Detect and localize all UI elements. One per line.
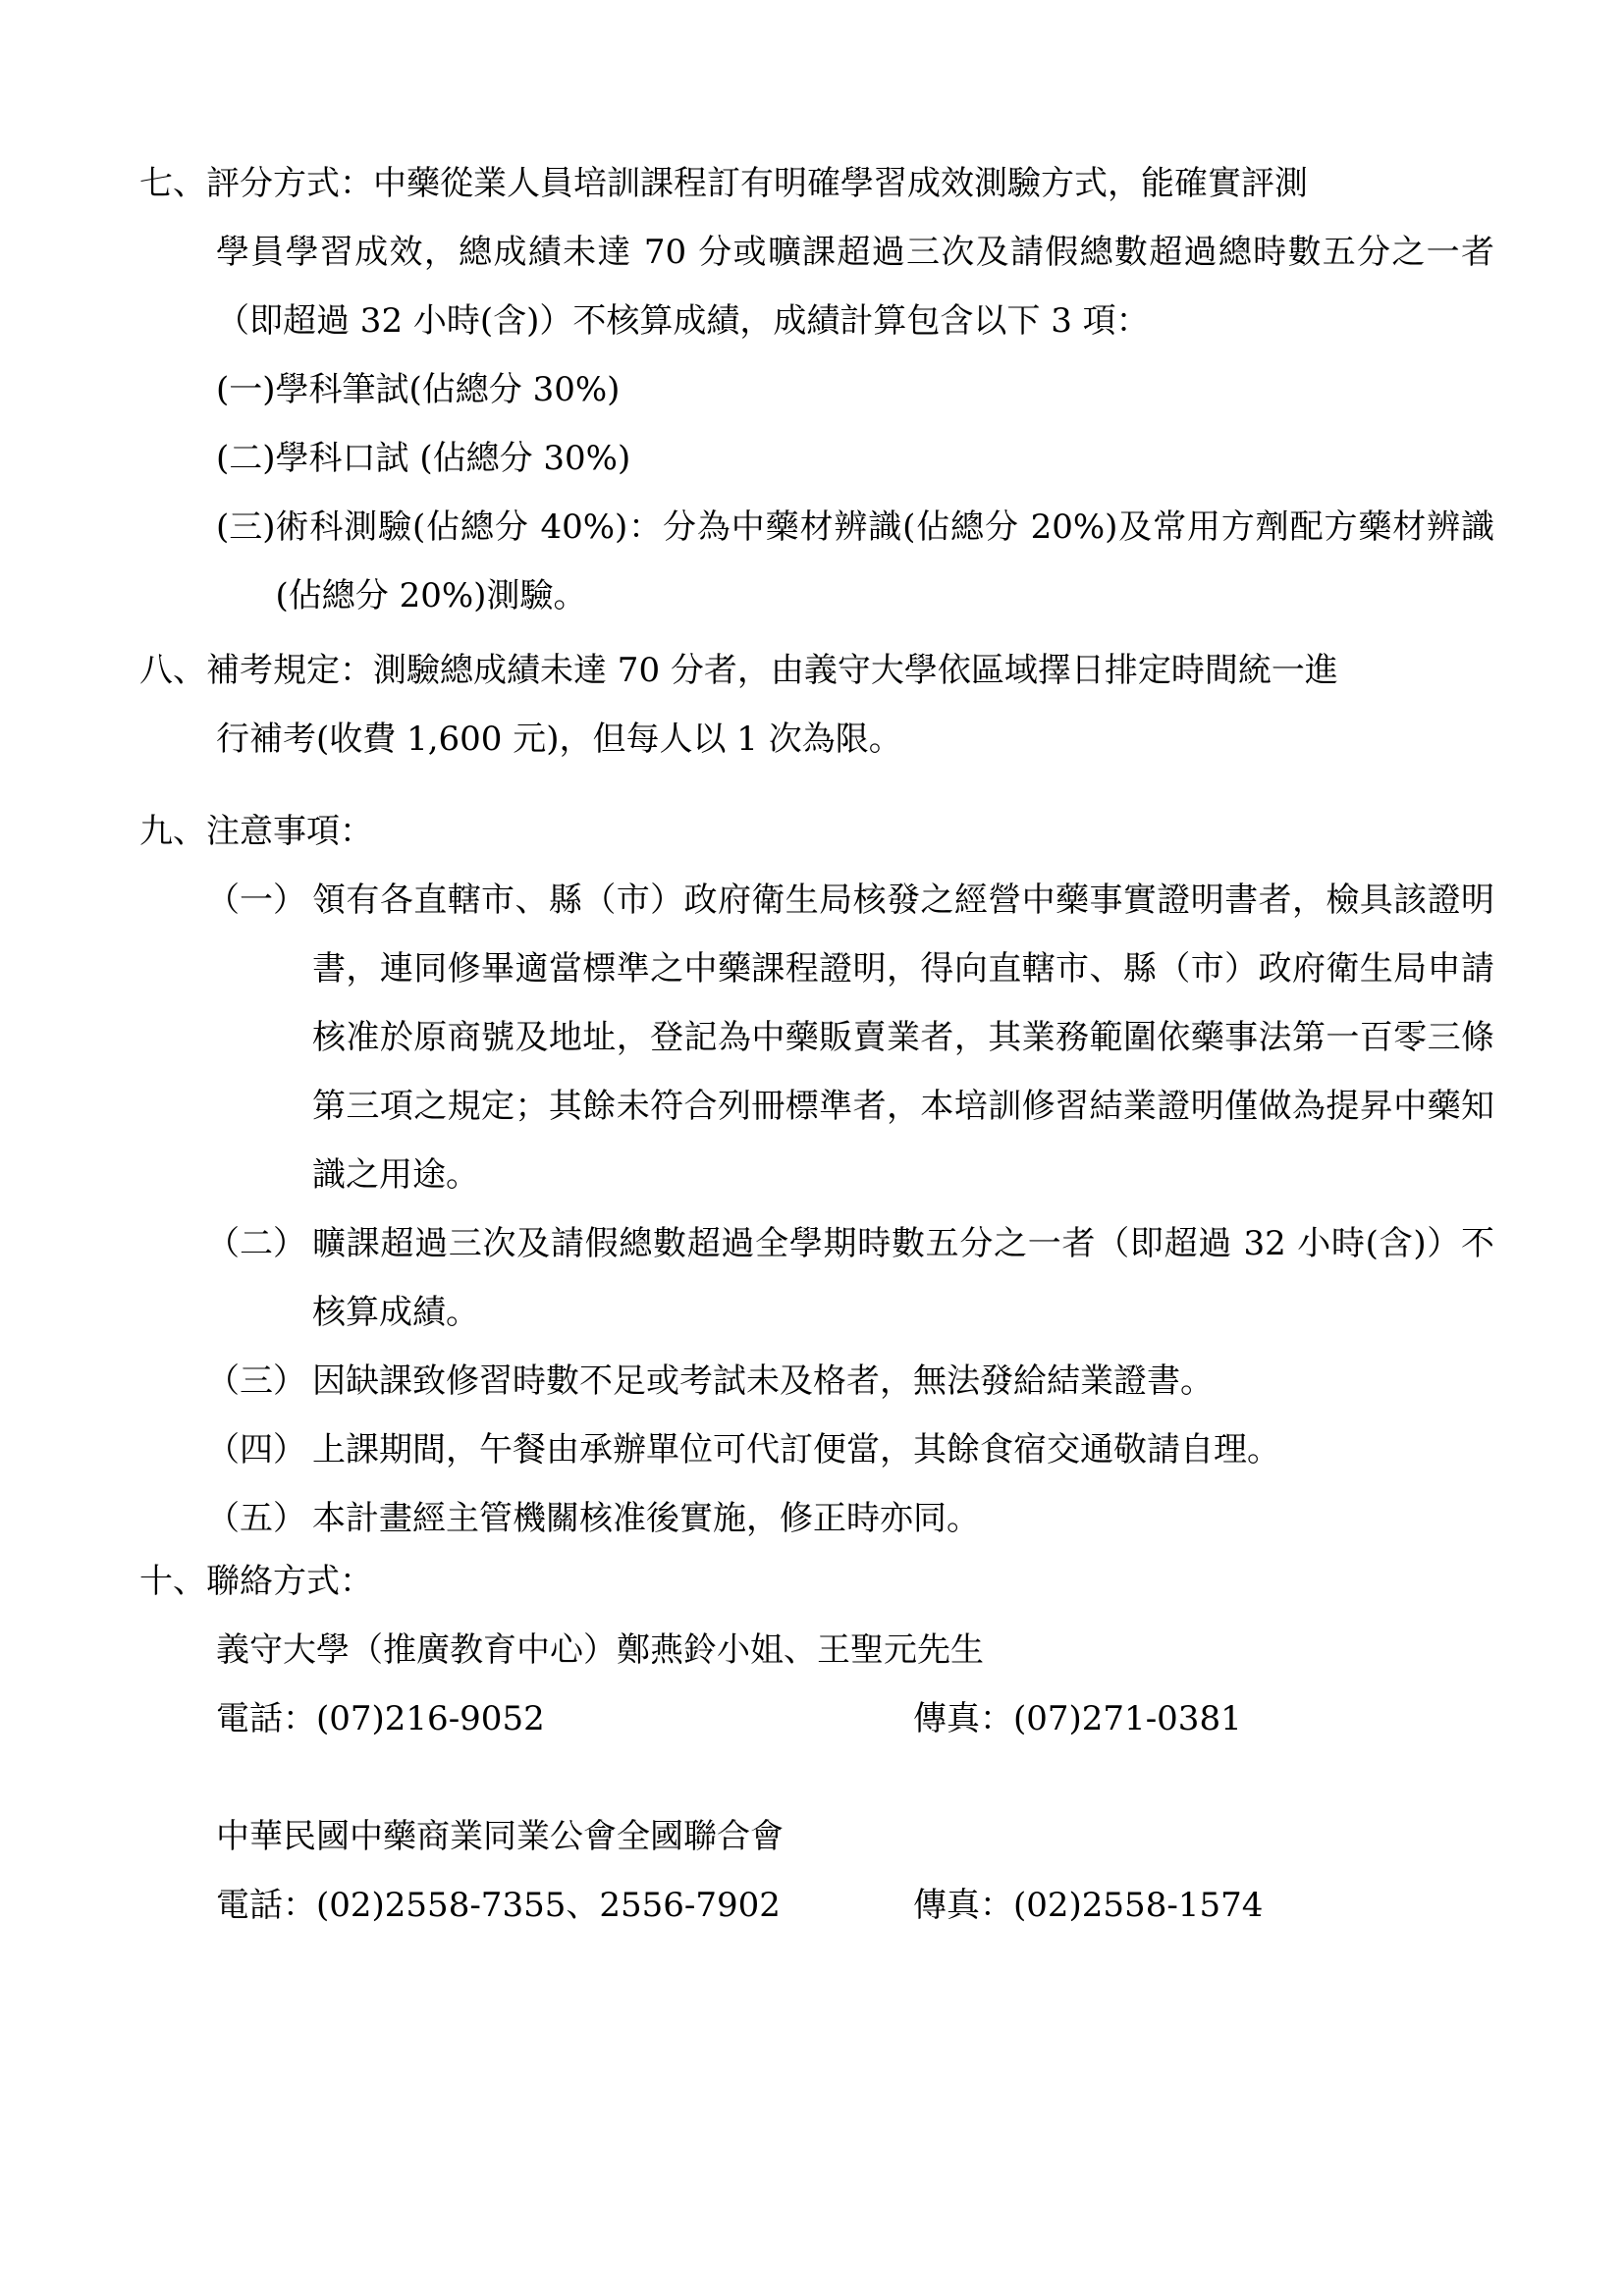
notes-item-1: [139, 866, 1494, 1209]
notes-item-4-label: （四）: [206, 1430, 306, 1469]
grading-line-1: [139, 149, 1494, 218]
makeup-heading: 八、補考規定：: [139, 651, 373, 690]
contact-org1-numbers: [139, 1684, 1494, 1753]
grading-item-3-label: (三): [216, 507, 276, 547]
grading-intro-rest: 學員學習成效，總成績未達 70 分或曠課超過三次及請假總數超過總時數五分之一者（即超過 32 小時(含)）不核算成績，成績計算包含以下 3 項：: [216, 233, 1494, 341]
notes-item-1-label: （一）: [206, 881, 306, 920]
contact-org2-numbers: [139, 1871, 1494, 1940]
notes-heading: 九、注意事項：: [139, 812, 373, 851]
grading-item-1: [139, 355, 1494, 424]
contact-org1-phone: 電話：(07)216-9052: [216, 1699, 545, 1738]
contact-heading: 十、聯絡方式：: [139, 1562, 373, 1601]
contact-org2-name: 中華民國中藥商業同業公會全國聯合會: [216, 1817, 784, 1856]
makeup-intro-start: 測驗總成績未達 70 分者，由義守大學依區域擇日排定時間統一進: [373, 651, 1338, 690]
notes-item-5: [139, 1484, 1494, 1553]
section-notes: [139, 797, 1494, 1553]
contact-org1-name: 義守大學（推廣教育中心）鄭燕鈴小姐、王聖元先生: [216, 1630, 984, 1670]
notes-item-3-text: 因缺課致修習時數不足或考試未及格者，無法發給結業證書。: [312, 1362, 1214, 1401]
grading-item-2: [139, 424, 1494, 493]
makeup-intro-rest: 行補考(收費 1,600 元)，但每人以 1 次為限。: [216, 720, 902, 759]
notes-item-4-text: 上課期間，午餐由承辦單位可代訂便當，其餘食宿交通敬請自理。: [312, 1430, 1280, 1469]
section-makeup-exam: [139, 636, 1494, 774]
notes-item-2-text: 曠課超過三次及請假總數超過全學期時數五分之一者（即超過 32 小時(含)）不核算成績。: [312, 1224, 1494, 1332]
grading-intro-start: 中藥從業人員培訓課程訂有明確學習成效測驗方式，能確實評測: [373, 164, 1308, 203]
grading-item-2-label: (二): [216, 439, 276, 478]
notes-item-2-label: （二）: [206, 1224, 306, 1263]
makeup-line-1: [139, 636, 1494, 705]
grading-item-1-text: 學科筆試(佔總分 30%): [275, 370, 621, 409]
notes-item-1-text: 領有各直轄市、縣（市）政府衛生局核發之經營中藥事實證明書者，檢具該證明書，連同修畢適當標準之中藥課程證明，得向直轄市、縣（市）政府衛生局申請核准於原商號及地址，登記為中藥販賣業者，其業務範圍依藥事法第一百零三條第三項之規定；其餘未符合列冊標準者，本培訓修習結業證明僅做為提昇中藥知識之用途。: [312, 881, 1494, 1195]
grading-item-3-text: 術科測驗(佔總分 40%)：分為中藥材辨識(佔總分 20%)及常用方劑配方藥材辨識(佔總分 20%)測驗。: [275, 507, 1494, 615]
contact-org2-fax: 傳真：(02)2558-1574: [913, 1886, 1264, 1925]
notes-item-3: [139, 1347, 1494, 1415]
grading-item-1-label: (一): [216, 370, 276, 409]
section-grading: [139, 149, 1494, 630]
contact-spacer: [139, 1753, 1494, 1802]
grading-item-3: [139, 493, 1494, 630]
notes-item-5-text: 本計畫經主管機關核准後實施，修正時亦同。: [312, 1499, 980, 1538]
notes-item-2: [139, 1209, 1494, 1347]
contact-org1-fax: 傳真：(07)271-0381: [913, 1699, 1242, 1738]
grading-heading: 七、評分方式：: [139, 164, 373, 203]
notes-item-4: [139, 1415, 1494, 1484]
notes-item-3-label: （三）: [206, 1362, 306, 1401]
grading-item-2-text: 學科口試 (佔總分 30%): [275, 439, 631, 478]
section-contact: [139, 1547, 1494, 1940]
contact-org2-phone: 電話：(02)2558-7355、2556-7902: [216, 1886, 781, 1925]
notes-item-5-label: （五）: [206, 1499, 306, 1538]
